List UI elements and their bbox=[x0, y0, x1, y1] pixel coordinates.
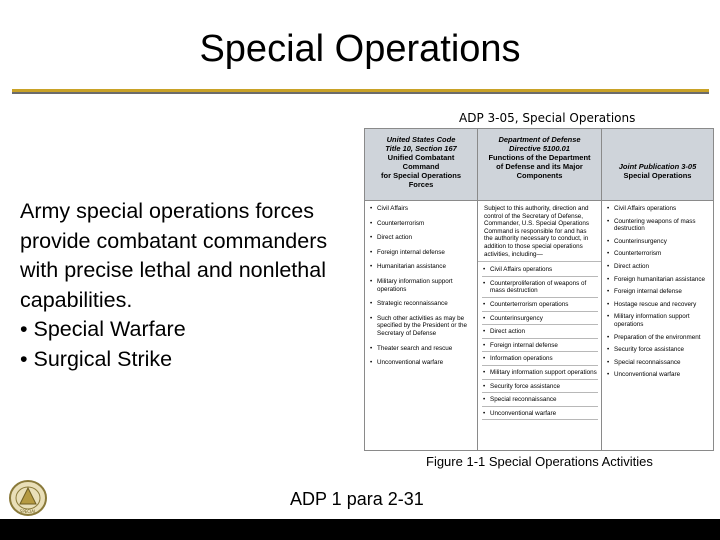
list-item: • Such other activities as may be specified by the President or the Secretary of Defense bbox=[369, 315, 474, 340]
list-item: • Direct action bbox=[606, 263, 710, 273]
list-item: • Preparation of the environment bbox=[606, 334, 710, 344]
figure-caption: Figure 1-1 Special Operations Activities bbox=[426, 454, 653, 469]
bullet-special-warfare: • Special Warfare bbox=[20, 317, 186, 341]
list-item: • Counterterrorism operations bbox=[482, 301, 598, 312]
list-item: • Foreign internal defense bbox=[606, 288, 710, 298]
table-column-dod-directive bbox=[478, 129, 602, 450]
list-item: • Civil Affairs operations bbox=[606, 205, 710, 215]
list-item: • Theater search and rescue bbox=[369, 345, 474, 355]
footer-reference: ADP 1 para 2-31 bbox=[290, 489, 424, 509]
column-header bbox=[478, 129, 601, 201]
list-item: • Humanitarian assistance bbox=[369, 263, 474, 273]
seal-lettering: SPECIAL bbox=[19, 509, 37, 514]
list-item: • Hostage rescue and recovery bbox=[606, 301, 710, 311]
list-item: • Military information support operations bbox=[482, 369, 598, 380]
column-item-list bbox=[602, 201, 713, 381]
header-line: Title 10, Section 167 bbox=[385, 144, 457, 153]
list-item: • Counterinsurgency bbox=[482, 315, 598, 326]
list-item: • Direct action bbox=[482, 328, 598, 339]
header-line: Components bbox=[516, 171, 563, 180]
list-item: • Unconventional warfare bbox=[482, 410, 598, 421]
body-line: Army special operations forces bbox=[20, 199, 314, 223]
unit-seal-logo bbox=[6, 478, 50, 518]
title-underline-dark bbox=[12, 92, 709, 94]
header-line: Forces bbox=[408, 180, 434, 189]
body-line: capabilities. bbox=[20, 287, 133, 312]
list-item: • Civil Affairs operations bbox=[482, 266, 598, 277]
special-operations-activities-table bbox=[364, 128, 714, 451]
list-item: • Counterterrorism bbox=[369, 220, 474, 230]
list-item: • Security force assistance bbox=[606, 346, 710, 356]
column-header bbox=[365, 129, 477, 201]
slide-title: Special Operations bbox=[199, 28, 521, 70]
list-item: • Countering weapons of mass destruction bbox=[606, 218, 710, 235]
list-item: • Special reconnaissance bbox=[482, 396, 598, 407]
list-item: • Security force assistance bbox=[482, 383, 598, 394]
list-item: • Military information support operations bbox=[606, 313, 710, 330]
header-line: Unified Combatant bbox=[387, 153, 455, 162]
list-item: • Foreign internal defense bbox=[482, 342, 598, 353]
list-item: • Direct action bbox=[369, 234, 474, 244]
bullet-surgical-strike: • Surgical Strike bbox=[20, 346, 173, 371]
body-line: provide combatant commanders bbox=[20, 228, 328, 253]
column-header bbox=[602, 129, 713, 201]
list-item: • Civil Affairs bbox=[369, 205, 474, 215]
list-item: • Counterinsurgency bbox=[606, 238, 710, 248]
list-item: • Foreign internal defense bbox=[369, 249, 474, 259]
footer-bar bbox=[0, 519, 720, 540]
header-line: Department of Defense bbox=[498, 135, 581, 144]
body-line: with precise lethal and nonlethal bbox=[20, 258, 326, 282]
figure-doc-title: ADP 3-05, Special Operations bbox=[459, 111, 636, 125]
header-line: of Defense and its Major bbox=[496, 162, 583, 171]
list-item: • Unconventional warfare bbox=[369, 359, 474, 369]
list-item: • Counterproliferation of weapons of mass destruction bbox=[482, 280, 598, 298]
column-item-list bbox=[365, 201, 477, 369]
column-intro-text: Subject to this authority, direction and control of the Secretary of Defense, Commander, U.S. Special Operations Command is responsible for and has the authority necessary to conduct, in addition to those special operations activities, including— bbox=[478, 201, 601, 262]
header-line: Command bbox=[402, 162, 440, 171]
header-line: Joint Publication 3-05 bbox=[618, 162, 697, 171]
header-line: United States Code bbox=[386, 135, 456, 144]
list-item: • Unconventional warfare bbox=[606, 371, 710, 381]
header-line: Special Operations bbox=[623, 171, 692, 180]
header-line: for Special Operations bbox=[380, 171, 462, 180]
header-line: Functions of the Department bbox=[488, 153, 591, 162]
list-item: • Foreign humanitarian assistance bbox=[606, 276, 710, 286]
list-item: • Special reconnaissance bbox=[606, 359, 710, 369]
list-item: • Information operations bbox=[482, 355, 598, 366]
slide-body-text bbox=[20, 197, 365, 374]
list-item: • Strategic reconnaissance bbox=[369, 300, 474, 310]
table-column-jp-3-05 bbox=[602, 129, 713, 450]
list-item: • Counterterrorism bbox=[606, 250, 710, 260]
header-line: Directive 5100.01 bbox=[509, 144, 570, 153]
table-column-usc-title10 bbox=[365, 129, 478, 450]
column-item-list bbox=[478, 262, 601, 420]
list-item: • Military information support operations bbox=[369, 278, 474, 295]
